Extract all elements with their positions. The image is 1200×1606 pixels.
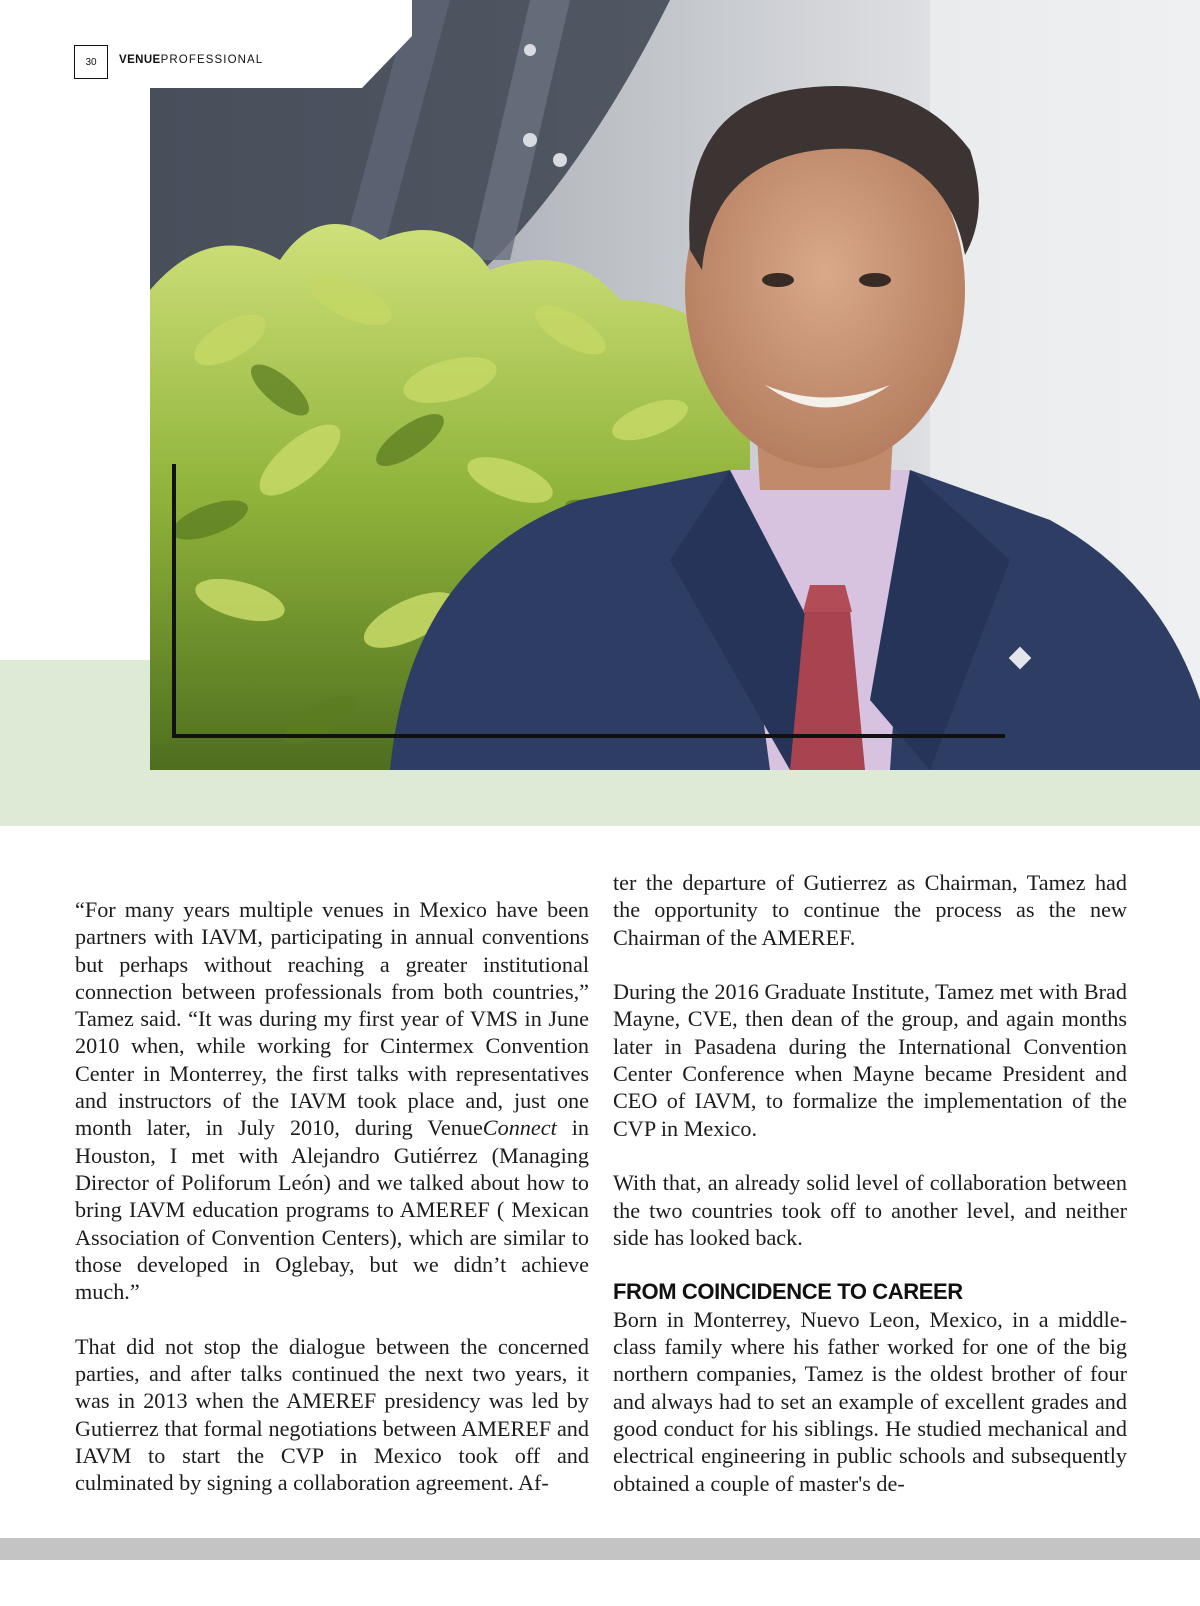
quote-text-part-2: in Houston, I met with Alejandro Gutiérrez (Managing Director of Poliforum León) and we talked about how to bring IAVM education programs to AMEREF ( Mexican Association of Convention Centers), which are similar to those developed in Oglebay, but we didn’t achieve much.” (75, 1115, 589, 1305)
paragraph-quote (75, 896, 589, 1305)
paragraph-graduate-institute: During the 2016 Graduate Institute, Tamez met with Brad Mayne, CVE, then dean of the group, and again months later in Pasadena during the International Convention Center Conference when Mayne became President and CEO of IAVM, to formalize the implementation of the CVP in Mexico. (613, 979, 1127, 1141)
paragraph-biography: Born in Monterrey, Nuevo Leon, Mexico, in a middle-class family where his father worked for one of the big northern companies, Tamez is the oldest brother of four and always had to set an example of excellent grades and good conduct for his siblings. He studied mechanical and electrical engineering in public schools and subsequently obtained a couple of master's de- (613, 1306, 1127, 1496)
article-column-left (75, 896, 589, 1497)
header-tab-shape (0, 0, 412, 88)
page-number: 30 (74, 45, 108, 79)
frame-horizontal-rule (172, 734, 1005, 738)
quote-text-part-1: “For many years multiple venues in Mexico have been partners with IAVM, participating in annual conventions but perhaps without reaching a greater institutional connection between professionals from both countries,” Tamez said. “It was during my first year of VMS in June 2010 when, while working for Cintermex Convention Center in Monterrey, the first talks with representatives and instructors of the IAVM took place and, just one month later, in July 2010, during Venue (75, 897, 589, 1141)
quote-text-italic: Connect (482, 1115, 557, 1141)
masthead-bold: VENUE (119, 54, 161, 66)
article-column-right (613, 869, 1127, 1497)
magazine-masthead (119, 54, 263, 66)
bottom-rule (0, 1538, 1200, 1560)
page-header-tab (0, 0, 412, 88)
paragraph-negotiations: That did not stop the dialogue between the concerned parties, and after talks continued the next two years, it was in 2013 when the AMEREF presidency was led by Gutierrez that formal negotiations between AMEREF and IAVM to start the CVP in Mexico took off and culminated by signing a collaboration agreement. Af- (75, 1333, 589, 1496)
paragraph-chairman: ter the departure of Gutierrez as Chairman, Tamez had the opportunity to continue the process as the new Chairman of the AMEREF. (613, 870, 1127, 950)
portrait-photo (150, 0, 1200, 770)
masthead-rest: PROFESSIONAL (160, 54, 264, 66)
paragraph-collaboration: With that, an already solid level of collaboration between the two countries took off to another level, and neither side has looked back. (613, 1170, 1127, 1250)
section-heading: FROM COINCIDENCE TO CAREER (613, 1279, 963, 1305)
frame-vertical-rule (172, 464, 176, 738)
